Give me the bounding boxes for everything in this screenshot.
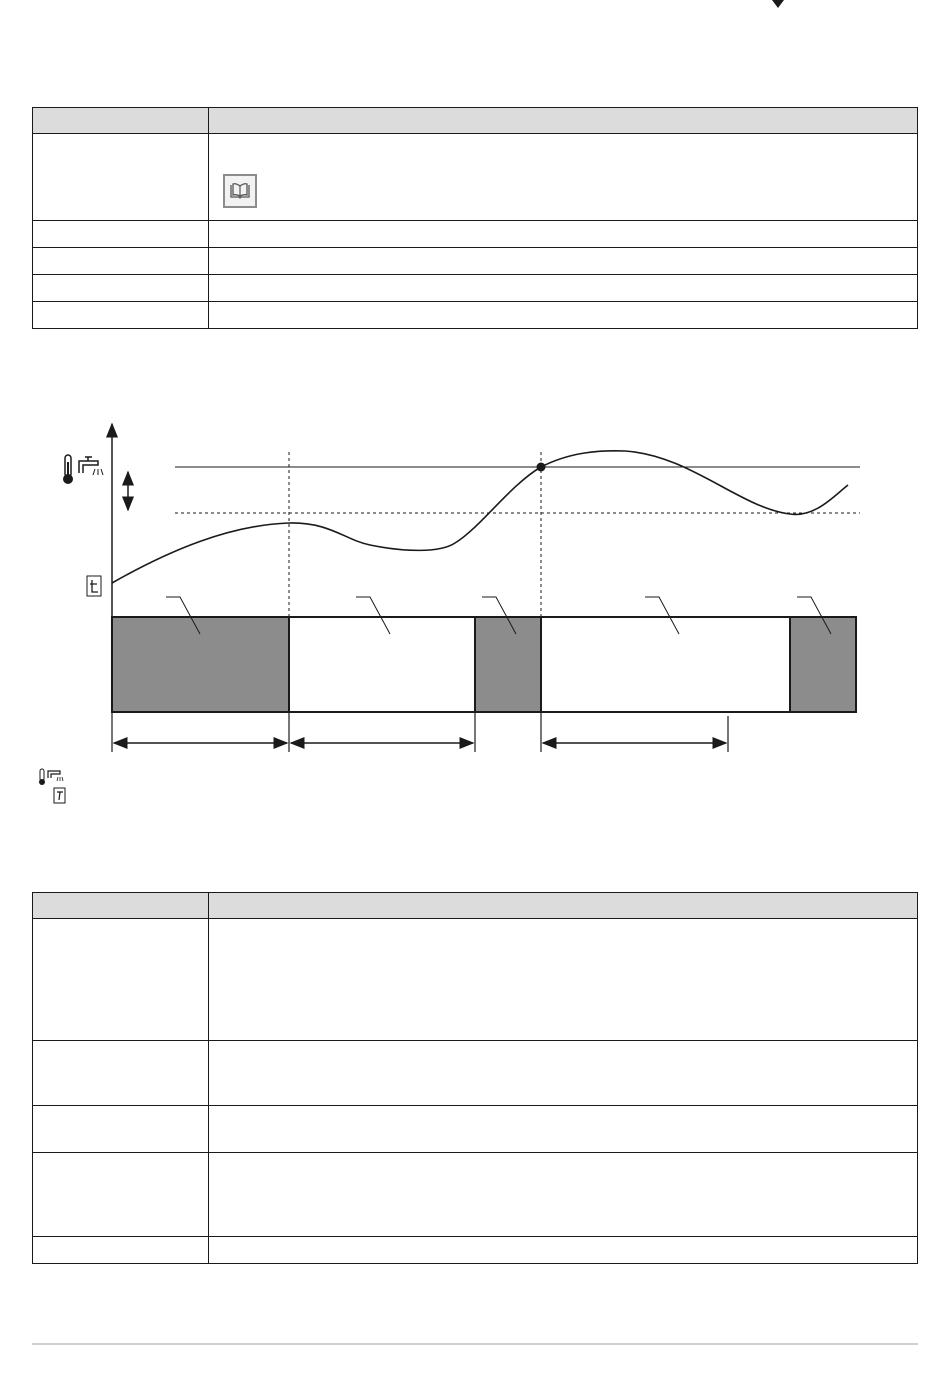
table-cell bbox=[33, 919, 209, 1041]
table-header-row bbox=[33, 893, 918, 919]
table-cell bbox=[33, 1153, 209, 1237]
table-cell bbox=[209, 134, 918, 221]
table-cell bbox=[33, 302, 209, 329]
state-block-on-3 bbox=[790, 617, 856, 712]
table-cell bbox=[209, 1153, 918, 1237]
table-row bbox=[33, 134, 918, 221]
table-row bbox=[33, 1041, 918, 1106]
state-block-on-2 bbox=[475, 617, 541, 712]
table-cell bbox=[33, 134, 209, 221]
table-header-cell bbox=[33, 893, 209, 919]
table-cell bbox=[33, 275, 209, 302]
table-cell bbox=[209, 221, 918, 248]
table-cell bbox=[33, 1106, 209, 1153]
table-cell bbox=[209, 1106, 918, 1153]
table-row bbox=[33, 919, 918, 1041]
page-corner-mark bbox=[772, 0, 784, 10]
table-cell bbox=[209, 1237, 918, 1264]
footer-divider bbox=[32, 1343, 918, 1345]
table-row bbox=[33, 1237, 918, 1264]
table-header-cell bbox=[209, 893, 918, 919]
thermometer-tap-icon bbox=[63, 455, 103, 484]
hot-water-temperature-diagram bbox=[0, 400, 950, 820]
table-header-cell bbox=[209, 108, 918, 134]
parameter-table-bottom bbox=[32, 892, 918, 1264]
timer-t-legend-icon bbox=[54, 788, 65, 803]
state-bar bbox=[112, 617, 856, 712]
parameter-table-top bbox=[32, 107, 918, 329]
table-cell bbox=[33, 248, 209, 275]
table-header-row bbox=[33, 108, 918, 134]
hot-water-legend-icon bbox=[39, 769, 63, 785]
table-row bbox=[33, 302, 918, 329]
state-block-off-1 bbox=[289, 617, 475, 712]
temperature-curve bbox=[112, 451, 848, 583]
table-cell bbox=[33, 221, 209, 248]
table-row bbox=[33, 1106, 918, 1153]
table-cell bbox=[33, 1041, 209, 1106]
table-cell bbox=[209, 248, 918, 275]
table-header-cell bbox=[33, 108, 209, 134]
state-block-on-1 bbox=[112, 617, 289, 712]
state-block-off-2 bbox=[541, 617, 790, 712]
table-cell bbox=[209, 1041, 918, 1106]
table-row bbox=[33, 248, 918, 275]
manual-book-icon bbox=[223, 174, 257, 208]
switch-point bbox=[537, 463, 546, 472]
timer-t-icon bbox=[87, 576, 101, 596]
table-cell bbox=[209, 919, 918, 1041]
table-cell bbox=[209, 302, 918, 329]
table-cell bbox=[33, 1237, 209, 1264]
table-row bbox=[33, 1153, 918, 1237]
table-cell bbox=[209, 275, 918, 302]
table-row bbox=[33, 275, 918, 302]
table-row bbox=[33, 221, 918, 248]
